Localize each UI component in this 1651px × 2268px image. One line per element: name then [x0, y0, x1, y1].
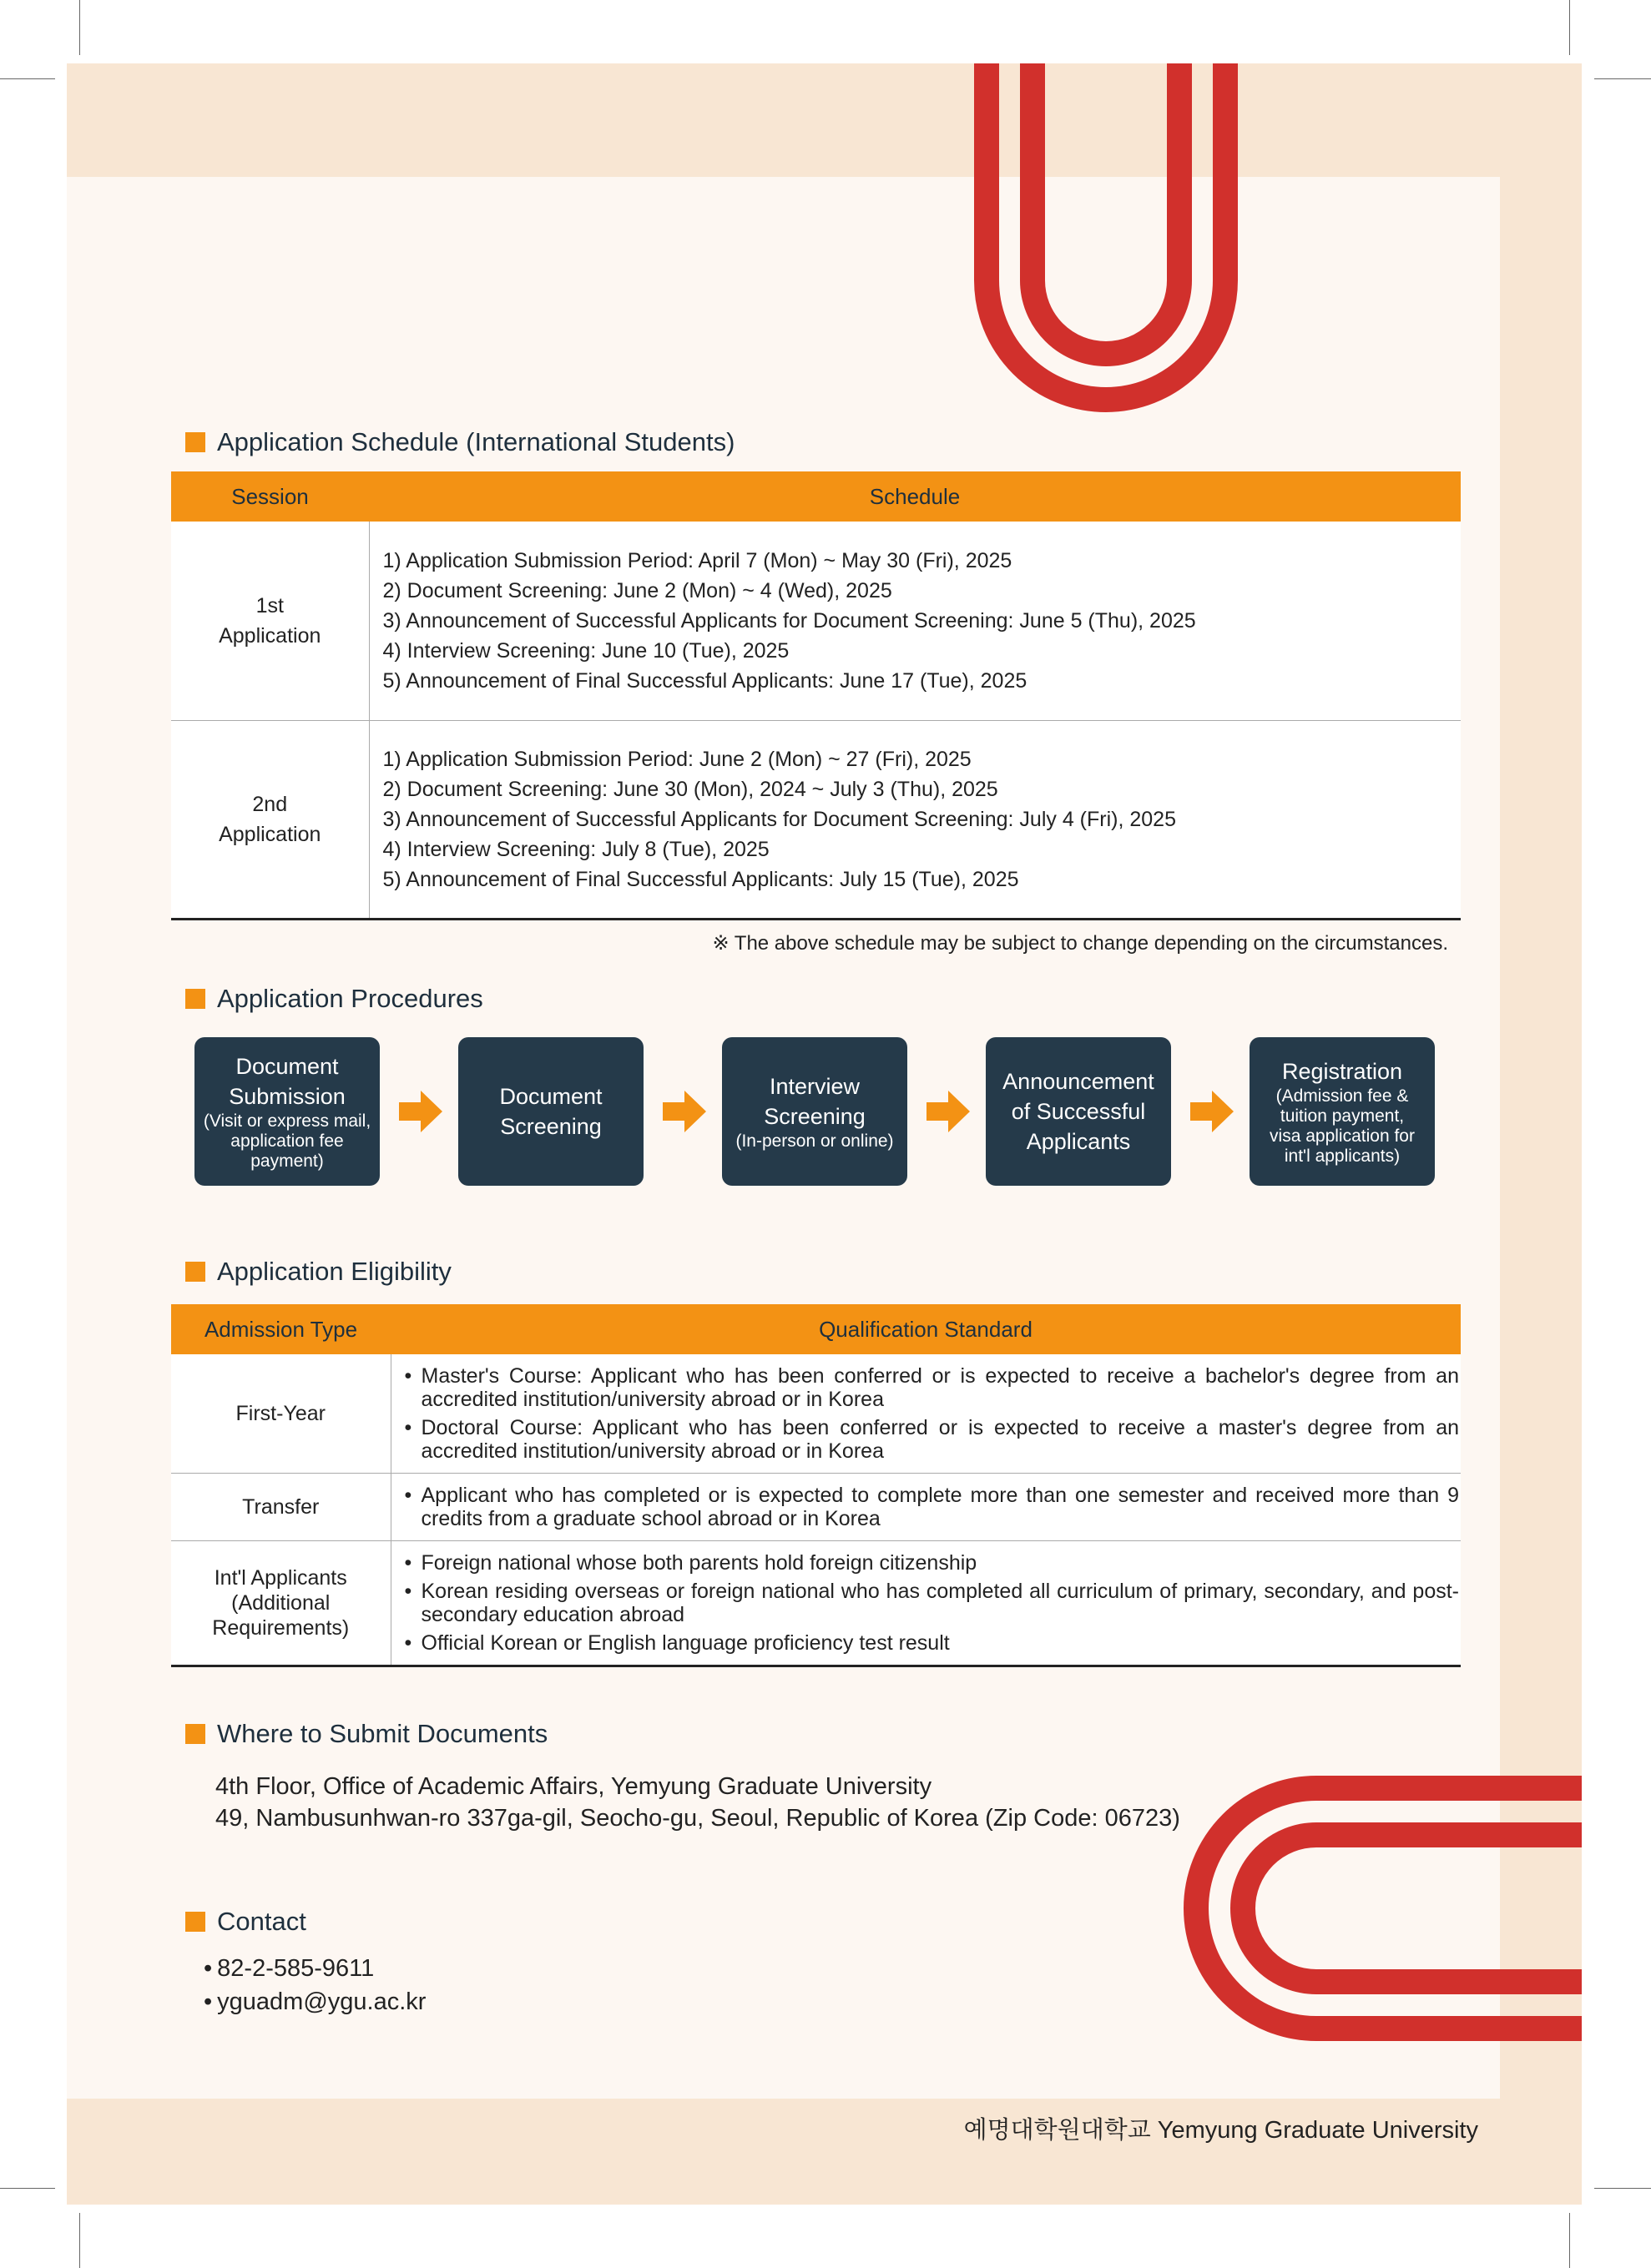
bullet-dot-icon: • [204, 1955, 213, 1982]
procedure-step-interview [722, 1037, 907, 1186]
session-label: 2nd [252, 792, 288, 816]
crop-mark [1569, 2213, 1570, 2268]
step-label: Document [235, 1054, 339, 1079]
step-sublabel: (Admission fee & [1275, 1086, 1409, 1106]
admission-type-label: Requirements) [212, 1616, 350, 1640]
session-header: Session [171, 471, 369, 522]
admission-type-cell [171, 1541, 391, 1666]
schedule-section-title [185, 426, 735, 459]
qualification-cell [391, 1541, 1461, 1666]
qualification-cell [391, 1354, 1461, 1474]
arrow-right-icon [663, 1091, 706, 1132]
step-label: Registration [1281, 1059, 1403, 1084]
schedule-line: 2) Document Screening: June 30 (Mon), 2024 ~ July 3 (Thu), 2025 [382, 777, 998, 801]
admission-type-label: (Additional [231, 1591, 331, 1615]
schedule-cell [369, 522, 1461, 720]
step-sublabel: tuition payment, [1280, 1106, 1405, 1126]
step-sublabel: (In-person or online) [735, 1131, 894, 1151]
crop-mark [0, 78, 55, 79]
decorative-u-shape [964, 63, 1248, 431]
table-row [171, 1474, 1461, 1541]
procedures-title-text: Application Procedures [217, 984, 483, 1013]
procedure-step-registration [1250, 1037, 1435, 1186]
step-sublabel: application fee [230, 1131, 344, 1151]
admission-type-label: First-Year [235, 1402, 326, 1425]
procedures-section-title [185, 982, 483, 1016]
procedure-step-announcement [986, 1037, 1171, 1186]
step-label: Interview [769, 1074, 861, 1099]
contact-email [204, 1985, 426, 2019]
step-sublabel: visa application for [1270, 1126, 1415, 1146]
schedule-note: ※ The above schedule may be subject to change depending on the circumstances. [712, 932, 1448, 955]
bullet-square-icon [185, 432, 205, 452]
schedule-cell [369, 720, 1461, 919]
eligibility-header-row [171, 1304, 1461, 1354]
admission-type-cell [171, 1354, 391, 1474]
table-row [171, 720, 1461, 919]
session-cell [171, 720, 369, 919]
step-label: Applicants [1026, 1129, 1131, 1154]
submission-address [215, 1771, 1180, 1834]
address-line: 4th Floor, Office of Academic Affairs, Yemyung Graduate University [215, 1773, 932, 1800]
step-sublabel: (Visit or express mail, [203, 1111, 371, 1131]
crop-mark [79, 2213, 80, 2268]
contact-title-text: Contact [217, 1907, 306, 1936]
table-row [171, 1354, 1461, 1474]
admission-type-label: Transfer [242, 1495, 320, 1519]
list-item: • Doctoral Course: Applicant who has been conferred or is expected to receive a master's degree from an accredited institution/university abroad or in Korea [405, 1416, 1460, 1463]
step-label: Document [499, 1084, 603, 1109]
crop-mark [1594, 78, 1651, 79]
schedule-line: 3) Announcement of Successful Applicants for Document Screening: July 4 (Fri), 2025 [382, 807, 1176, 831]
schedule-header-row [171, 471, 1461, 522]
footer-university-name: 예명대학원대학교 Yemyung Graduate University [963, 2117, 1478, 2144]
schedule-line: 3) Announcement of Successful Applicants for Document Screening: June 5 (Thu), 2025 [382, 608, 1196, 633]
crop-mark [79, 0, 80, 55]
schedule-header: Schedule [369, 471, 1461, 522]
list-item: • Foreign national whose both parents hold foreign citizenship [405, 1551, 1460, 1575]
step-label: of Successful [1011, 1099, 1146, 1124]
admission-type-label: Int'l Applicants [214, 1566, 347, 1590]
eligibility-table [171, 1304, 1461, 1667]
contact-list [204, 1952, 426, 2019]
address-line: 49, Nambusunhwan-ro 337ga-gil, Seocho-gu, Seoul, Republic of Korea (Zip Code: 06723) [215, 1805, 1180, 1832]
crop-mark [1594, 2188, 1651, 2189]
qualification-header: Qualification Standard [391, 1304, 1461, 1354]
session-label: Application [219, 822, 321, 846]
schedule-line: 1) Application Submission Period: April 7 (Mon) ~ May 30 (Fri), 2025 [382, 548, 1012, 572]
arrow-right-icon [1190, 1091, 1234, 1132]
session-cell [171, 522, 369, 720]
crop-mark [0, 2188, 55, 2189]
session-label: Application [219, 623, 321, 648]
procedure-step-screening [458, 1037, 644, 1186]
email-address: yguadm@ygu.ac.kr [217, 1988, 427, 2015]
schedule-line: 2) Document Screening: June 2 (Mon) ~ 4 (Wed), 2025 [382, 578, 892, 602]
bullet-square-icon [185, 1724, 205, 1744]
schedule-table [171, 471, 1461, 920]
step-sublabel: int'l applicants) [1284, 1147, 1401, 1166]
procedure-step-submission [194, 1037, 380, 1186]
eligibility-section-title [185, 1255, 452, 1288]
bullet-square-icon [185, 989, 205, 1009]
admission-type-cell [171, 1474, 391, 1541]
schedule-line: 4) Interview Screening: June 10 (Tue), 2025 [382, 638, 790, 663]
table-row [171, 522, 1461, 720]
arrow-right-icon [926, 1091, 970, 1132]
decorative-c-shape [1181, 1769, 1582, 2061]
list-item: • Official Korean or English language proficiency test result [405, 1631, 1460, 1655]
arrow-right-icon [399, 1091, 442, 1132]
step-label: Submission [229, 1084, 346, 1109]
session-label: 1st [255, 593, 284, 617]
schedule-line: 5) Announcement of Final Successful Applicants: June 17 (Tue), 2025 [382, 668, 1027, 693]
table-row [171, 1541, 1461, 1666]
schedule-title-text: Application Schedule (International Students) [217, 427, 735, 456]
list-item: • Korean residing overseas or foreign national who has completed all curriculum of primary, secondary, and post-secondary education abroad [405, 1580, 1460, 1626]
bullet-square-icon [185, 1912, 205, 1932]
schedule-line: 1) Application Submission Period: June 2 (Mon) ~ 27 (Fri), 2025 [382, 747, 972, 771]
bullet-square-icon [185, 1262, 205, 1282]
crop-mark [1569, 0, 1570, 55]
qualification-cell [391, 1474, 1461, 1541]
list-item: • Applicant who has completed or is expected to complete more than one semester and received more than 9 credits from a graduate school abroad or in Korea [405, 1484, 1460, 1530]
bullet-dot-icon: • [204, 1988, 213, 2015]
submit-section-title [185, 1717, 548, 1751]
step-sublabel: payment) [250, 1152, 324, 1171]
contact-section-title [185, 1905, 306, 1938]
phone-number: 82-2-585-9611 [217, 1955, 375, 1982]
schedule-line: 5) Announcement of Final Successful Applicants: July 15 (Tue), 2025 [382, 867, 1019, 891]
admission-type-header: Admission Type [171, 1304, 391, 1354]
contact-phone [204, 1952, 426, 1985]
step-label: Screening [500, 1114, 602, 1139]
submit-title-text: Where to Submit Documents [217, 1719, 548, 1748]
step-label: Announcement [1002, 1069, 1154, 1094]
schedule-line: 4) Interview Screening: July 8 (Tue), 2025 [382, 837, 770, 861]
list-item: • Master's Course: Applicant who has been conferred or is expected to receive a bachelor's degree from an accredited institution/university abroad or in Korea [405, 1364, 1460, 1411]
eligibility-title-text: Application Eligibility [217, 1257, 452, 1286]
step-label: Screening [764, 1104, 866, 1129]
